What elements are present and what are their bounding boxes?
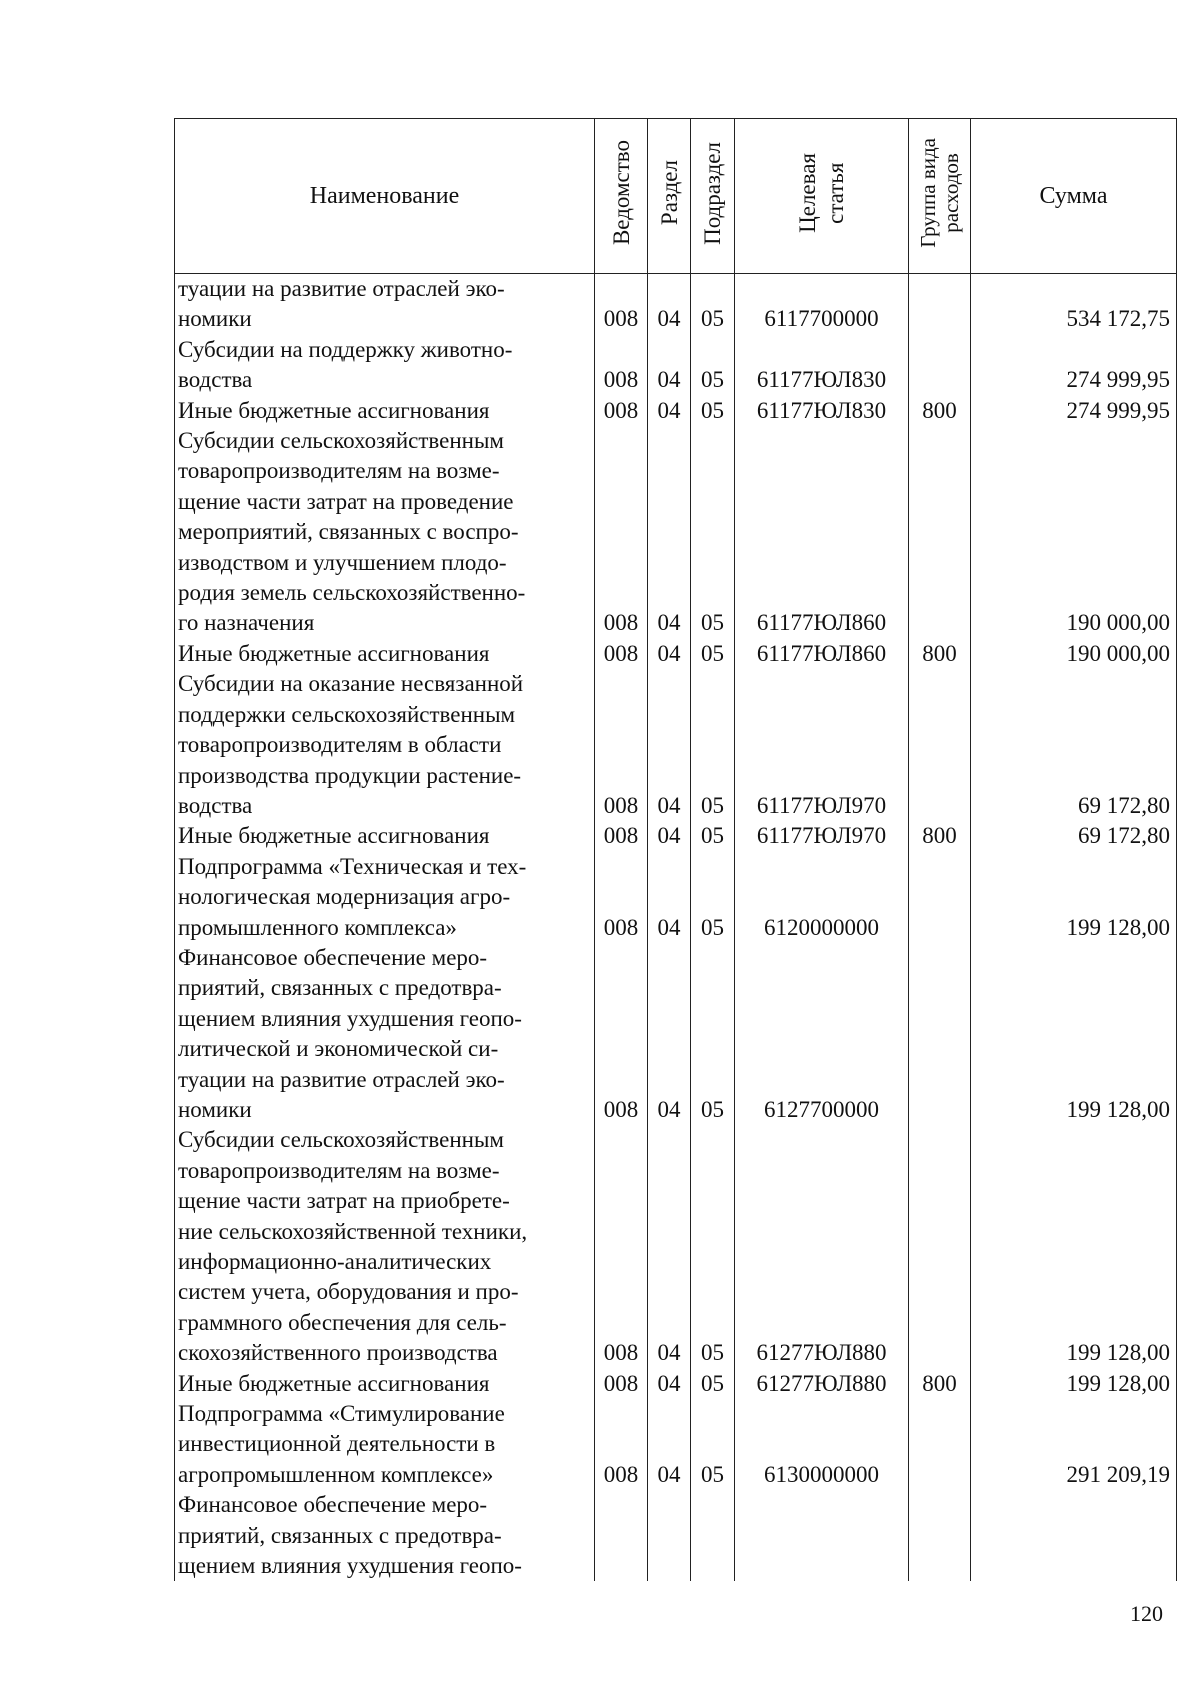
table-header-row (175, 119, 1177, 274)
row-summa: 199 128,00 (971, 1125, 1177, 1368)
row-summa: 274 999,95 (971, 335, 1177, 396)
row-summa: 69 172,80 (971, 821, 1177, 851)
row-name-line: Иные бюджетные ассигнования (178, 1370, 490, 1396)
row-summa: 199 128,00 (971, 943, 1177, 1125)
row-tselevaya-statya: 61177ЮЛ830 (735, 335, 909, 396)
table-row (175, 852, 1177, 943)
row-tselevaya-statya: 61277ЮЛ880 (735, 1125, 909, 1368)
row-razdel: 04 (648, 1125, 691, 1368)
row-gruppa-vida-rashodov (909, 1490, 971, 1581)
row-name-line: нологическая модернизация агро- (178, 884, 511, 910)
row-tselevaya-statya: 61177ЮЛ970 (735, 821, 909, 851)
row-gruppa-vida-rashodov (909, 426, 971, 639)
row-name-line: родия земель сельскохозяйственно- (178, 580, 526, 606)
row-name-line: агропромышленном комплексе» (178, 1461, 494, 1487)
row-name-line: Иные бюджетные ассигнования (178, 823, 490, 849)
row-vedomstvo: 008 (595, 426, 648, 639)
row-summa: 274 999,95 (971, 396, 1177, 426)
row-podrazdel: 05 (691, 1369, 735, 1399)
table-row (175, 335, 1177, 396)
row-name (175, 639, 595, 669)
table-row (175, 1369, 1177, 1399)
row-gruppa-vida-rashodov (909, 852, 971, 943)
row-name-line: го назначения (178, 610, 315, 636)
row-gruppa-vida-rashodov: 800 (909, 639, 971, 669)
row-razdel: 04 (648, 396, 691, 426)
row-tselevaya-statya: 61177ЮЛ860 (735, 639, 909, 669)
row-tselevaya-statya: 61277ЮЛ880 (735, 1369, 909, 1399)
row-summa: 199 128,00 (971, 852, 1177, 943)
row-name-line: систем учета, оборудования и про- (178, 1279, 519, 1305)
row-razdel: 04 (648, 943, 691, 1125)
row-name-line: щением влияния ухудшения геопо- (178, 1553, 522, 1579)
row-name-line: Иные бюджетные ассигнования (178, 640, 490, 666)
header-vedomstvo: Ведомство (595, 119, 648, 274)
row-gruppa-vida-rashodov (909, 274, 971, 335)
row-gruppa-vida-rashodov (909, 1125, 971, 1368)
table-row (175, 426, 1177, 639)
row-gruppa-vida-rashodov: 800 (909, 396, 971, 426)
row-name-line: приятий, связанных с предотвра- (178, 1522, 502, 1548)
page-number: 120 (1130, 1601, 1163, 1626)
row-podrazdel: 05 (691, 639, 735, 669)
row-name-line: водства (178, 367, 253, 393)
header-podrazdel: Подраздел (691, 119, 735, 274)
row-summa: 534 172,75 (971, 274, 1177, 335)
row-vedomstvo: 008 (595, 1125, 648, 1368)
row-name-line: Субсидии на оказание несвязанной (178, 671, 524, 697)
row-tselevaya-statya: 61177ЮЛ970 (735, 669, 909, 821)
table-row (175, 639, 1177, 669)
row-name-line: товаропроизводителям на возме- (178, 1157, 500, 1183)
row-name-line: туации на развитие отраслей эко- (178, 276, 505, 301)
row-name-line: мероприятий, связанных с воспро- (178, 519, 519, 545)
row-summa: 69 172,80 (971, 669, 1177, 821)
row-name-line: номики (178, 306, 252, 332)
row-podrazdel: 05 (691, 1399, 735, 1490)
row-vedomstvo: 008 (595, 852, 648, 943)
row-name-line: Подпрограмма «Стимулирование (178, 1401, 505, 1427)
row-summa: 291 209,19 (971, 1399, 1177, 1490)
row-gruppa-vida-rashodov (909, 943, 971, 1125)
row-vedomstvo: 008 (595, 335, 648, 396)
row-podrazdel: 05 (691, 821, 735, 851)
row-razdel: 04 (648, 852, 691, 943)
row-vedomstvo: 008 (595, 1369, 648, 1399)
row-tselevaya-statya: 61177ЮЛ830 (735, 396, 909, 426)
row-razdel: 04 (648, 274, 691, 335)
row-vedomstvo: 008 (595, 396, 648, 426)
row-summa (971, 1490, 1177, 1581)
table-row (175, 1399, 1177, 1490)
row-name-line: скохозяйственного производства (178, 1340, 498, 1366)
row-podrazdel: 05 (691, 943, 735, 1125)
row-gruppa-vida-rashodov: 800 (909, 821, 971, 851)
row-name-line: Финансовое обеспечение меро- (178, 1492, 488, 1518)
row-name-line: Финансовое обеспечение меро- (178, 944, 488, 970)
row-name (175, 1490, 595, 1581)
row-name-line: производства продукции растение- (178, 762, 522, 788)
table-row (175, 396, 1177, 426)
row-summa: 190 000,00 (971, 426, 1177, 639)
row-name (175, 426, 595, 639)
row-name-line: граммного обеспечения для сель- (178, 1309, 507, 1335)
row-gruppa-vida-rashodov (909, 335, 971, 396)
row-razdel: 04 (648, 335, 691, 396)
row-name (175, 821, 595, 851)
row-name-line: промышленного комплекса» (178, 914, 457, 940)
row-name-line: Субсидии на поддержку животно- (178, 336, 513, 362)
row-razdel (648, 1490, 691, 1581)
row-name-line: Подпрограмма «Техническая и тех- (178, 853, 527, 879)
row-vedomstvo: 008 (595, 1399, 648, 1490)
row-name-line: литической и экономической си- (178, 1036, 499, 1062)
budget-table (174, 118, 1177, 1581)
row-vedomstvo: 008 (595, 943, 648, 1125)
row-razdel: 04 (648, 426, 691, 639)
header-name: Наименование (175, 119, 595, 274)
row-tselevaya-statya: 6130000000 (735, 1399, 909, 1490)
row-name-line: приятий, связанных с предотвра- (178, 975, 502, 1001)
header-razdel: Раздел (648, 119, 691, 274)
row-name (175, 1369, 595, 1399)
row-podrazdel: 05 (691, 396, 735, 426)
row-summa: 199 128,00 (971, 1369, 1177, 1399)
table-row (175, 1125, 1177, 1368)
row-tselevaya-statya: 6120000000 (735, 852, 909, 943)
row-razdel: 04 (648, 1369, 691, 1399)
table-row (175, 1490, 1177, 1581)
row-vedomstvo: 008 (595, 821, 648, 851)
table-row (175, 274, 1177, 335)
row-name-line: щение части затрат на проведение (178, 488, 514, 514)
row-name (175, 274, 595, 335)
row-podrazdel: 05 (691, 669, 735, 821)
row-name-line: поддержки сельскохозяйственным (178, 701, 516, 727)
row-podrazdel: 05 (691, 335, 735, 396)
row-name-line: Субсидии сельскохозяйственным (178, 1127, 504, 1153)
row-tselevaya-statya: 6117700000 (735, 274, 909, 335)
row-vedomstvo: 008 (595, 639, 648, 669)
row-razdel: 04 (648, 669, 691, 821)
row-name-line: изводством и улучшением плодо- (178, 549, 507, 575)
table-row (175, 821, 1177, 851)
row-gruppa-vida-rashodov (909, 669, 971, 821)
row-podrazdel: 05 (691, 426, 735, 639)
row-name-line: номики (178, 1096, 252, 1122)
row-vedomstvo: 008 (595, 274, 648, 335)
row-gruppa-vida-rashodov (909, 1399, 971, 1490)
row-name-line: товаропроизводителям на возме- (178, 458, 500, 484)
row-name-line: водства (178, 792, 253, 818)
row-name (175, 335, 595, 396)
row-tselevaya-statya: 61177ЮЛ860 (735, 426, 909, 639)
row-name-line: Субсидии сельскохозяйственным (178, 428, 504, 454)
row-name-line: Иные бюджетные ассигнования (178, 397, 490, 423)
row-name-line: ние сельскохозяйственной техники, (178, 1218, 528, 1244)
table-row (175, 669, 1177, 821)
row-name (175, 1125, 595, 1368)
row-name (175, 943, 595, 1125)
row-name-line: туации на развитие отраслей эко- (178, 1066, 505, 1092)
header-summa: Сумма (971, 119, 1177, 274)
row-razdel: 04 (648, 821, 691, 851)
row-name-line: щением влияния ухудшения геопо- (178, 1005, 522, 1031)
row-summa: 190 000,00 (971, 639, 1177, 669)
row-name-line: инвестиционной деятельности в (178, 1431, 496, 1457)
header-gruppa-vida-rashodov: Группа вида расходов (909, 119, 971, 274)
row-name (175, 669, 595, 821)
row-name (175, 396, 595, 426)
row-podrazdel: 05 (691, 1125, 735, 1368)
row-name-line: информационно-аналитических (178, 1249, 492, 1274)
row-podrazdel (691, 1490, 735, 1581)
row-vedomstvo (595, 1490, 648, 1581)
row-name (175, 1399, 595, 1490)
row-podrazdel: 05 (691, 852, 735, 943)
row-tselevaya-statya (735, 1490, 909, 1581)
row-name-line: товаропроизводителям в области (178, 732, 502, 758)
row-name-line: щение части затрат на приобрете- (178, 1188, 510, 1214)
row-tselevaya-statya: 6127700000 (735, 943, 909, 1125)
row-razdel: 04 (648, 639, 691, 669)
row-vedomstvo: 008 (595, 669, 648, 821)
row-razdel: 04 (648, 1399, 691, 1490)
header-tselevaya-statya: Целевая статья (735, 119, 909, 274)
table-row (175, 943, 1177, 1125)
row-podrazdel: 05 (691, 274, 735, 335)
row-gruppa-vida-rashodov: 800 (909, 1369, 971, 1399)
row-name (175, 852, 595, 943)
